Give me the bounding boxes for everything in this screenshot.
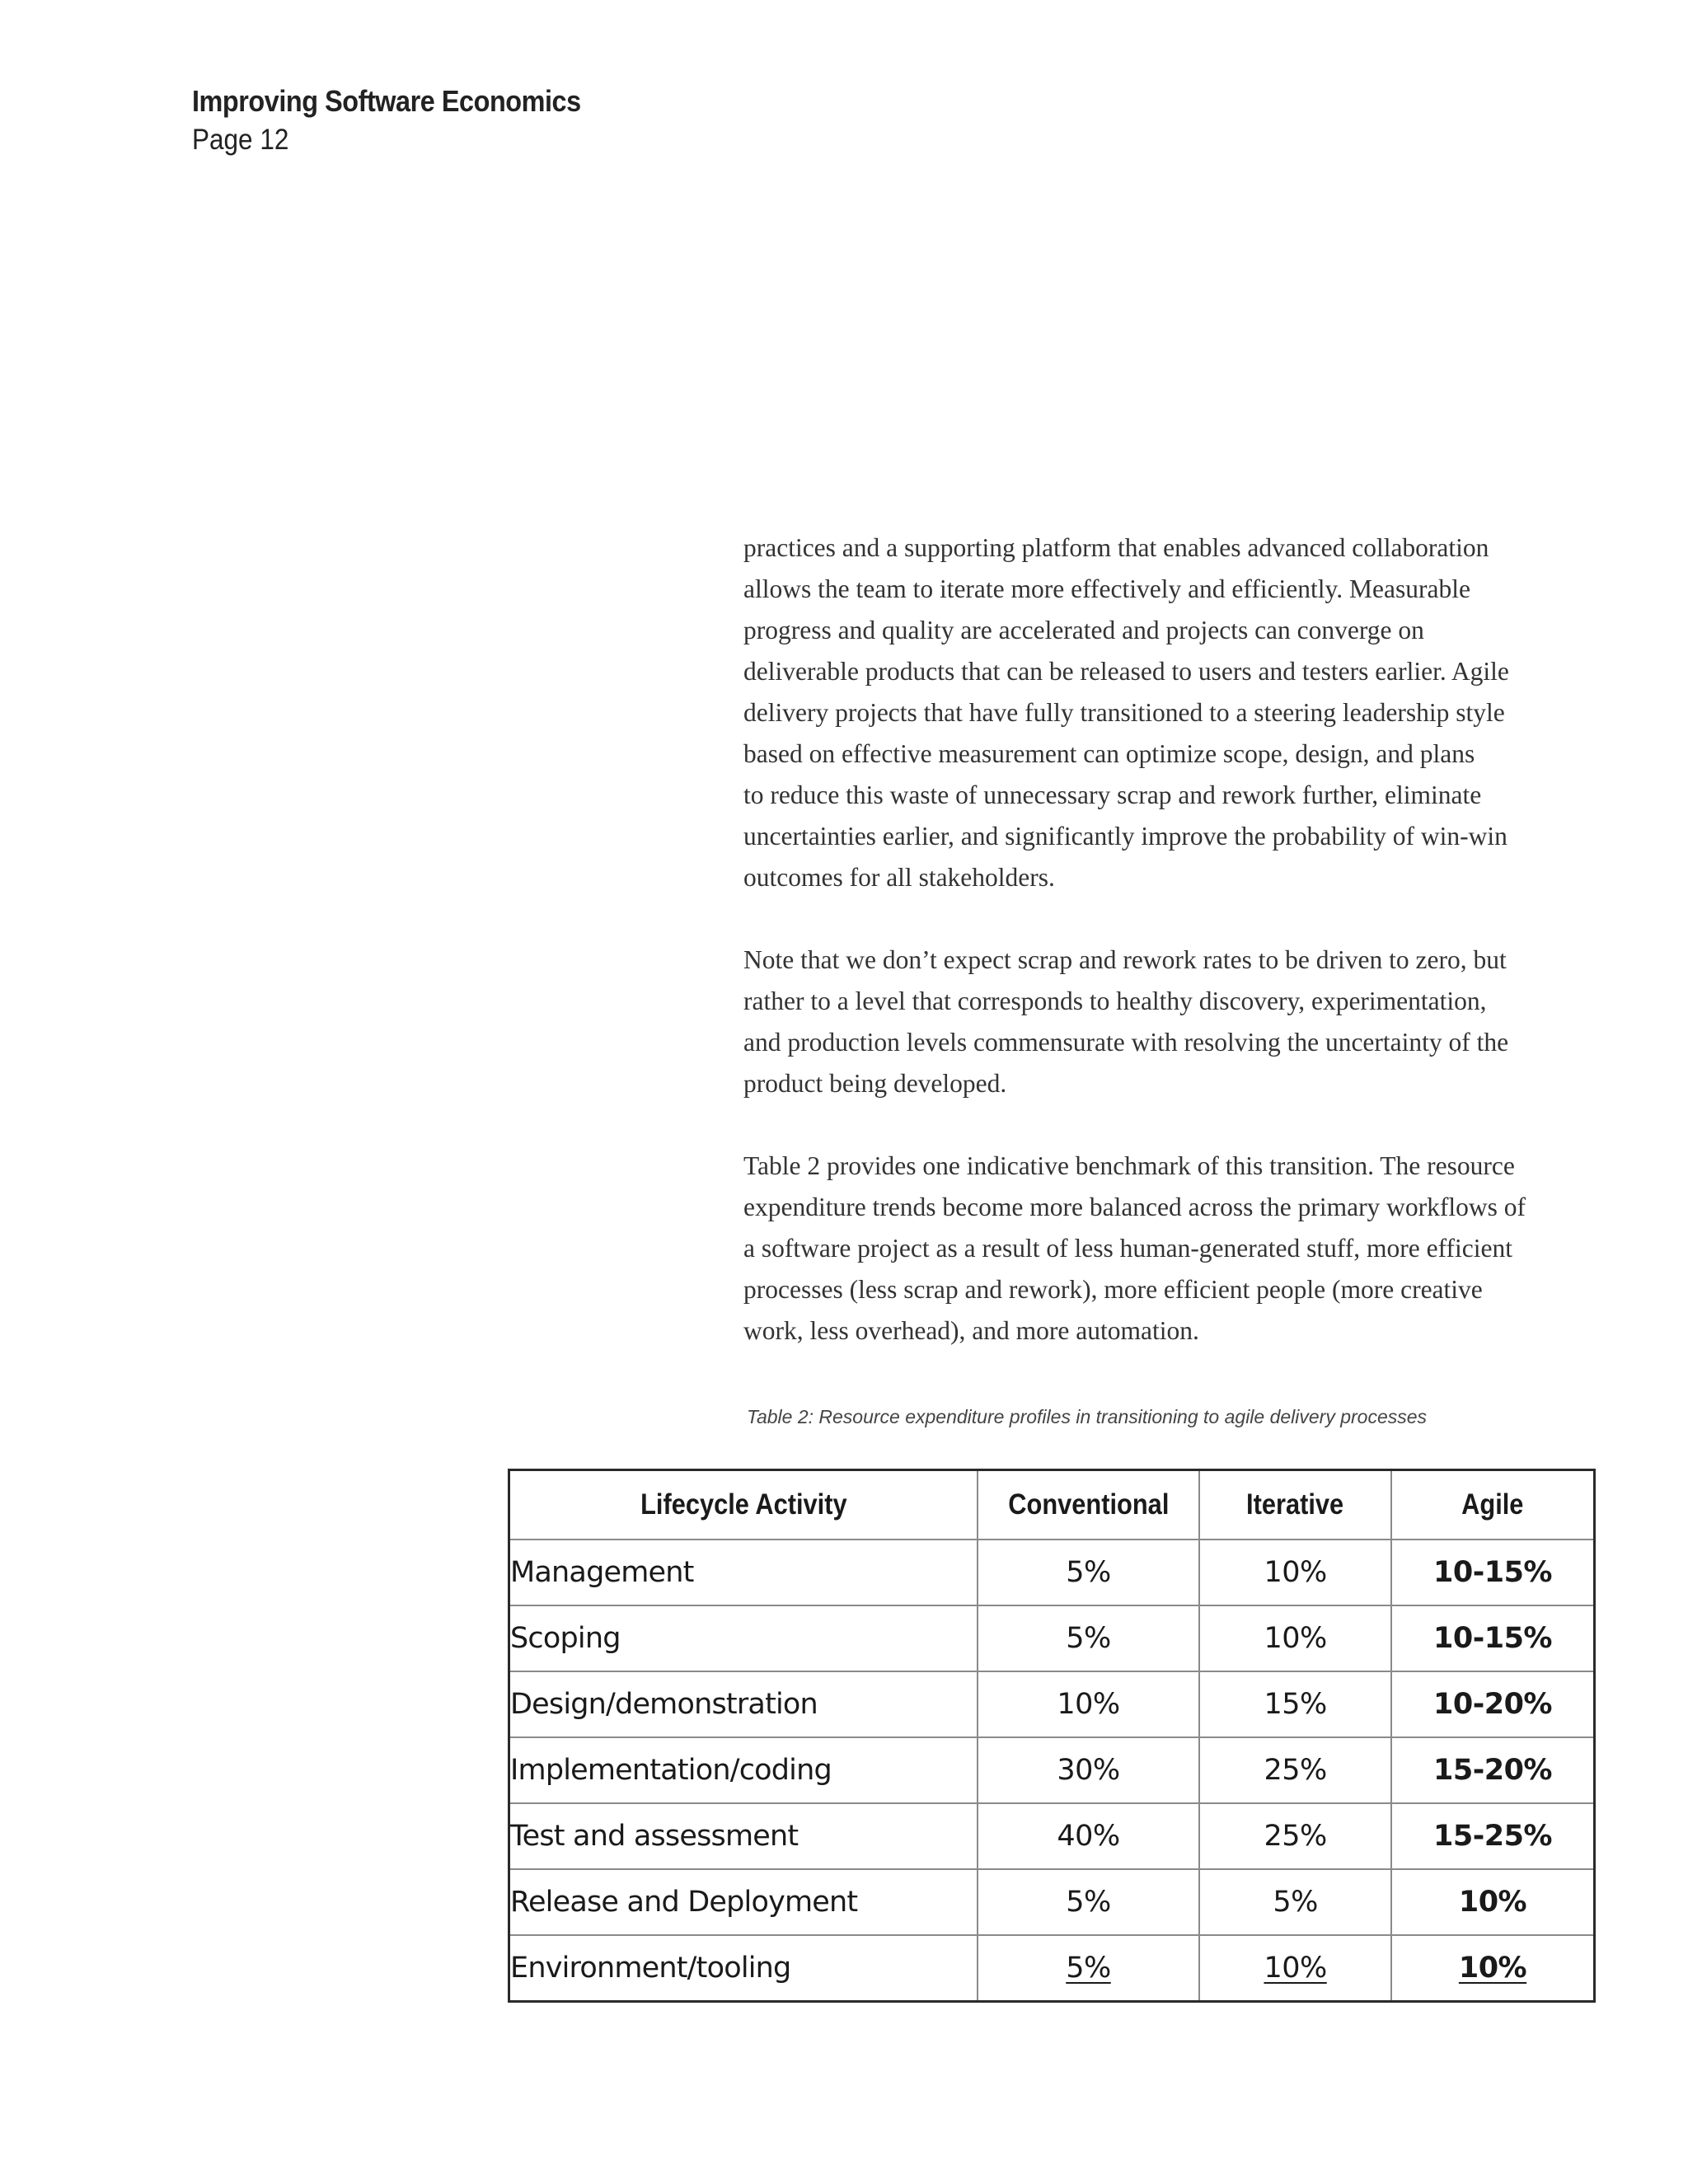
paragraph-1-line: outcomes for all stakeholders. bbox=[743, 863, 1055, 892]
paragraph-3-line: a software project as a result of less human-generated stuff, more efficient bbox=[743, 1234, 1512, 1263]
iterative-cell: 25% bbox=[1199, 1803, 1391, 1869]
body-text bbox=[743, 527, 1634, 1352]
iterative-value: 10% bbox=[1264, 1952, 1327, 1985]
paragraph-2-line: product being developed. bbox=[743, 1069, 1007, 1098]
page-number: Page 12 bbox=[192, 124, 289, 156]
column-header-label: Lifecycle Activity bbox=[640, 1488, 847, 1521]
conventional-cell bbox=[978, 1935, 1199, 2002]
activity-cell: Test and assessment bbox=[509, 1803, 978, 1869]
activity-cell: Release and Deployment bbox=[509, 1869, 978, 1935]
iterative-cell bbox=[1199, 1935, 1391, 2002]
agile-cell: 10-20% bbox=[1391, 1671, 1595, 1737]
agile-cell: 15-25% bbox=[1391, 1803, 1595, 1869]
column-header bbox=[1199, 1470, 1391, 1540]
table-header-row bbox=[509, 1470, 1595, 1540]
table-row bbox=[509, 1540, 1595, 1605]
conventional-cell: 10% bbox=[978, 1671, 1199, 1737]
paragraph-1-line: progress and quality are accelerated and projects can converge on bbox=[743, 616, 1424, 644]
agile-cell bbox=[1391, 1935, 1595, 2002]
conventional-cell: 5% bbox=[978, 1869, 1199, 1935]
table-row bbox=[509, 1737, 1595, 1803]
iterative-cell: 15% bbox=[1199, 1671, 1391, 1737]
agile-cell: 15-20% bbox=[1391, 1737, 1595, 1803]
paragraph-3-line: processes (less scrap and rework), more efficient people (more creative bbox=[743, 1275, 1483, 1304]
column-header bbox=[978, 1470, 1199, 1540]
paragraph-1-line: uncertainties earlier, and significantly improve the probability of win-win bbox=[743, 822, 1507, 851]
iterative-cell: 5% bbox=[1199, 1869, 1391, 1935]
table-row bbox=[509, 1605, 1595, 1671]
paragraph-3-line: Table 2 provides one indicative benchmark of this transition. The resource bbox=[743, 1151, 1515, 1180]
activity-cell: Environment/tooling bbox=[509, 1935, 978, 2002]
conventional-cell: 5% bbox=[978, 1540, 1199, 1605]
paragraph-1-line: delivery projects that have fully transitioned to a steering leadership style bbox=[743, 698, 1505, 727]
paragraph-gap bbox=[743, 898, 1634, 940]
agile-cell: 10-15% bbox=[1391, 1605, 1595, 1671]
paragraph-3-line: expenditure trends become more balanced across the primary workflows of bbox=[743, 1193, 1526, 1221]
conventional-value: 5% bbox=[1066, 1952, 1111, 1985]
paragraph-1-line: allows the team to iterate more effectively and efficiently. Measurable bbox=[743, 574, 1470, 603]
paragraph-1-line: to reduce this waste of unnecessary scrap and rework further, eliminate bbox=[743, 780, 1482, 809]
paragraph-1-line: deliverable products that can be released to users and testers earlier. Agile bbox=[743, 657, 1509, 686]
column-header-label: Iterative bbox=[1246, 1488, 1344, 1521]
conventional-cell: 40% bbox=[978, 1803, 1199, 1869]
agile-cell: 10-15% bbox=[1391, 1540, 1595, 1605]
activity-cell: Scoping bbox=[509, 1605, 978, 1671]
iterative-cell: 10% bbox=[1199, 1540, 1391, 1605]
table-row bbox=[509, 1803, 1595, 1869]
paragraph-2-line: Note that we don’t expect scrap and rework rates to be driven to zero, but bbox=[743, 945, 1507, 974]
agile-cell: 10% bbox=[1391, 1869, 1595, 1935]
resource-expenditure-table bbox=[508, 1469, 1596, 2003]
column-header bbox=[509, 1470, 978, 1540]
paragraph-2-line: rather to a level that corresponds to healthy discovery, experimentation, bbox=[743, 987, 1487, 1015]
conventional-cell: 30% bbox=[978, 1737, 1199, 1803]
table-row bbox=[509, 1869, 1595, 1935]
column-header bbox=[1391, 1470, 1595, 1540]
column-header-label: Conventional bbox=[1007, 1488, 1170, 1521]
conventional-cell: 5% bbox=[978, 1605, 1199, 1671]
activity-cell: Design/demonstration bbox=[509, 1671, 978, 1737]
column-header-label: Agile bbox=[1461, 1488, 1524, 1521]
agile-value: 10% bbox=[1458, 1952, 1527, 1985]
table-row bbox=[509, 1671, 1595, 1737]
iterative-cell: 10% bbox=[1199, 1605, 1391, 1671]
running-title: Improving Software Economics bbox=[192, 84, 581, 118]
iterative-cell: 25% bbox=[1199, 1737, 1391, 1803]
paragraph-2-line: and production levels commensurate with resolving the uncertainty of the bbox=[743, 1028, 1509, 1057]
paragraph-1-line: based on effective measurement can optimize scope, design, and plans bbox=[743, 739, 1475, 768]
table-row bbox=[509, 1935, 1595, 2002]
paragraph-3-line: work, less overhead), and more automation. bbox=[743, 1316, 1199, 1345]
table-caption: Table 2: Resource expenditure profiles in transitioning to agile delivery processes bbox=[747, 1406, 1428, 1427]
activity-cell: Management bbox=[509, 1540, 978, 1605]
activity-cell: Implementation/coding bbox=[509, 1737, 978, 1803]
paragraph-1-line: practices and a supporting platform that enables advanced collaboration bbox=[743, 533, 1489, 562]
paragraph-gap bbox=[743, 1104, 1634, 1146]
